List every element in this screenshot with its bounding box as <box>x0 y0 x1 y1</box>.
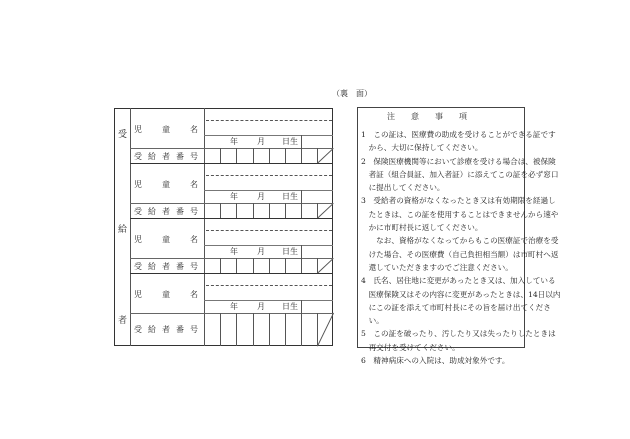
recipient-number-label-char: 者 <box>162 207 170 216</box>
date-row-line <box>204 190 333 191</box>
child-name-label-char: 名 <box>190 235 198 244</box>
notes-list <box>361 128 561 367</box>
note-line: にこの証を添えて市町村長にその旨を届け出てくださ <box>361 302 551 312</box>
recipient-number-label <box>134 324 198 335</box>
number-cell-divider <box>253 148 254 163</box>
side-label-char: 受 <box>118 130 128 140</box>
side-label-char: 給 <box>118 225 128 235</box>
birth-month-label: 月 <box>257 302 265 311</box>
number-cell-divider <box>253 258 254 273</box>
note-line: 再交付を受けてください。 <box>361 342 460 352</box>
number-cell-divider <box>236 203 237 218</box>
date-row-line <box>204 300 333 301</box>
child-name-label <box>134 234 198 245</box>
number-cell-divider <box>236 313 237 346</box>
birth-year-label: 年 <box>230 137 238 146</box>
note-line: かに市町村長に返してください。 <box>361 223 483 233</box>
note-line: 医療保険又はその内容に変更があったときは、14日以内 <box>361 289 561 299</box>
note-line: 4 氏名、居住地に変更があったとき又は、加入している <box>361 276 556 286</box>
date-row-end-divider <box>301 135 302 148</box>
page-title: （裏 面） <box>332 89 372 98</box>
child-name-dashed-line <box>206 120 332 121</box>
number-row-line <box>130 313 333 314</box>
birth-year-label: 年 <box>230 302 238 311</box>
block-divider <box>130 163 333 164</box>
number-row-line <box>130 258 333 259</box>
child-name-label-char: 児 <box>134 125 142 134</box>
recipient-number-label-char: 号 <box>190 152 198 161</box>
recipient-number-label-char: 受 <box>134 325 142 334</box>
child-name-label-char: 名 <box>190 290 198 299</box>
recipient-number-label-char: 番 <box>176 152 184 161</box>
note-line: 3 受給者の資格がなくなったとき又は有効期限を経過し <box>361 196 556 206</box>
birth-month-label: 月 <box>257 192 265 201</box>
recipient-number-label <box>134 151 198 162</box>
birth-month-label: 月 <box>257 247 265 256</box>
recipient-number-label-char: 番 <box>176 207 184 216</box>
number-row-line <box>130 203 333 204</box>
child-name-label <box>134 289 198 300</box>
recipient-number-label-char: 給 <box>148 207 156 216</box>
birth-day-label: 日生 <box>282 137 298 146</box>
birth-day-label: 日生 <box>282 192 298 201</box>
note-line: 1 この証は、医療費の助成を受けることができる証です <box>361 130 556 139</box>
child-name-label-char: 児 <box>134 180 142 189</box>
recipient-number-label-char: 給 <box>148 262 156 271</box>
side-column-divider <box>130 108 131 346</box>
note-line: 5 この証を破ったり、汚したり又は失ったりしたときは <box>361 329 556 339</box>
number-cell-divider <box>269 203 270 218</box>
recipient-number-label-char: 番 <box>176 325 184 334</box>
date-row-line <box>204 135 333 136</box>
birth-month-label: 月 <box>257 137 265 146</box>
label-column-divider <box>204 108 205 346</box>
number-cell-divider <box>236 258 237 273</box>
number-cell-divider <box>253 203 254 218</box>
date-row-end-divider <box>301 300 302 313</box>
child-name-dashed-line <box>206 285 332 286</box>
note-line: い。 <box>361 316 384 326</box>
child-name-label-char: 童 <box>162 290 170 299</box>
child-name-label-char: 童 <box>162 125 170 134</box>
notes-heading: 注 意 事 項 <box>387 112 467 121</box>
note-line: に提出してください。 <box>361 183 445 193</box>
recipient-number-label <box>134 206 198 217</box>
number-cell-divider <box>301 313 302 346</box>
recipient-number-label-char: 受 <box>134 152 142 161</box>
number-cell-divider <box>253 313 254 346</box>
number-cell-divider <box>269 258 270 273</box>
date-row-end-divider <box>301 245 302 258</box>
child-name-label <box>134 124 198 135</box>
note-line: 6 精神病床への入院は、助成対象外です。 <box>361 356 510 366</box>
child-name-label-char: 名 <box>190 125 198 134</box>
child-name-label <box>134 179 198 190</box>
side-label-char: 者 <box>118 316 128 326</box>
number-cell-divider <box>285 148 286 163</box>
child-name-label-char: 童 <box>162 235 170 244</box>
number-cell-divider <box>285 258 286 273</box>
recipient-number-label <box>134 261 198 272</box>
recipient-number-label-char: 給 <box>148 152 156 161</box>
date-row-line <box>204 245 333 246</box>
number-cell-divider <box>269 148 270 163</box>
recipient-number-label-char: 者 <box>162 152 170 161</box>
recipient-number-label-char: 給 <box>148 325 156 334</box>
child-name-label-char: 児 <box>134 235 142 244</box>
recipient-number-label-char: 号 <box>190 207 198 216</box>
recipient-number-label-char: 号 <box>190 325 198 334</box>
birth-year-label: 年 <box>230 192 238 201</box>
date-row-end-divider <box>301 190 302 203</box>
number-cell-divider <box>220 258 221 273</box>
recipient-number-label-char: 番 <box>176 262 184 271</box>
recipient-number-label-char: 受 <box>134 262 142 271</box>
note-line: けた場合、その医療費（自己負担相当額）は市町村へ返 <box>361 249 559 259</box>
note-line: から、大切に保持してください。 <box>361 143 483 153</box>
number-cell-divider <box>236 148 237 163</box>
number-cell-divider <box>317 313 318 346</box>
number-cell-divider <box>220 203 221 218</box>
note-line: 2 保険医療機関等において診療を受ける場合は、被保険 <box>361 156 556 166</box>
birth-year-label: 年 <box>230 247 238 256</box>
note-line: 還していただきますのでご注意ください。 <box>361 262 513 272</box>
birth-day-label: 日生 <box>282 302 298 311</box>
block-divider <box>130 273 333 274</box>
child-name-dashed-line <box>206 230 332 231</box>
recipient-number-label-char: 者 <box>162 325 170 334</box>
child-name-label-char: 児 <box>134 290 142 299</box>
number-cell-divider <box>301 148 302 163</box>
number-cell-divider <box>269 313 270 346</box>
note-line: なお、資格がなくなってからもこの医療証で治療を受 <box>361 236 559 246</box>
child-name-label-char: 名 <box>190 180 198 189</box>
note-line: 者証（組合員証、加入者証）に添えてこの証を必ず窓口 <box>361 169 559 179</box>
note-line: たときは、この証を使用することはできませんから速や <box>361 209 559 219</box>
number-cell-divider <box>301 258 302 273</box>
block-divider <box>130 218 333 219</box>
birth-day-label: 日生 <box>282 247 298 256</box>
child-name-dashed-line <box>206 175 332 176</box>
number-row-line <box>130 148 333 149</box>
number-cell-divider <box>220 148 221 163</box>
number-cell-divider <box>301 203 302 218</box>
recipient-number-label-char: 者 <box>162 262 170 271</box>
child-name-label-char: 童 <box>162 180 170 189</box>
number-cell-divider <box>285 313 286 346</box>
number-cell-divider <box>220 313 221 346</box>
recipient-number-label-char: 号 <box>190 262 198 271</box>
number-cell-divider <box>285 203 286 218</box>
recipient-number-label-char: 受 <box>134 207 142 216</box>
